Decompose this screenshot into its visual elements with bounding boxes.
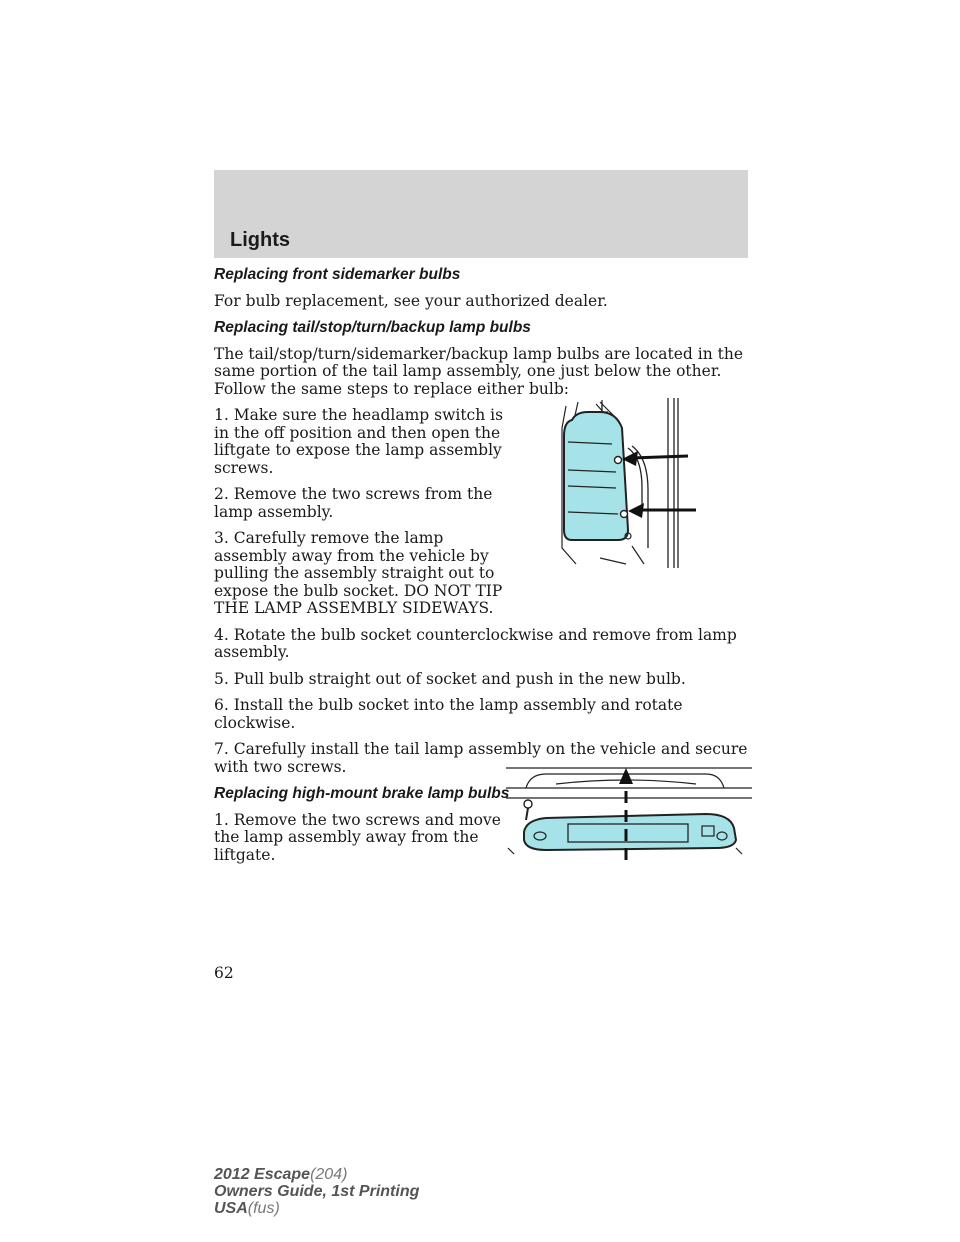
footer-line-printing xyxy=(214,1183,419,1200)
tail-step-7: 7. Carefully install the tail lamp assembly on the vehicle and secure with two screws. xyxy=(214,740,748,776)
lower-arrow-icon xyxy=(628,503,696,518)
section-title: Lights xyxy=(230,229,290,251)
footer-line-model xyxy=(214,1166,419,1183)
footer-model: 2012 Escape xyxy=(214,1166,311,1183)
tail-step-1: 1. Make sure the headlamp switch is in the off position and then open the liftgate to expose the lamp assembly screws. xyxy=(214,406,504,477)
tail-step-3: 3. Carefully remove the lamp assembly away from the vehicle by pulling the assembly straight out to expose the bulb socket. DO NOT TIP THE LAMP ASSEMBLY SIDEWAYS. xyxy=(214,529,503,617)
footer-line-market xyxy=(214,1200,419,1217)
tail-lamp-intro: The tail/stop/turn/sidemarker/backup lamp bulbs are located in the same portion of the tail lamp assembly, one just below the other. Follow the same steps to replace either bulb: xyxy=(214,344,744,398)
footer-market: USA xyxy=(214,1200,248,1217)
tail-lamp-illustration xyxy=(556,398,706,568)
print-footer xyxy=(214,1166,419,1217)
upper-screw-icon xyxy=(615,457,622,464)
page-number: 62 xyxy=(214,964,234,982)
front-sidemarker-body: For bulb replacement, see your authorized dealer. xyxy=(214,291,608,310)
high-mount-lamp-illustration xyxy=(506,762,752,862)
footer-model-code: (204) xyxy=(310,1166,348,1183)
tail-step-4: 4. Rotate the bulb socket counterclockwise and remove from lamp assembly. xyxy=(214,625,737,661)
heading-front-sidemarker: Replacing front sidemarker bulbs xyxy=(214,266,461,283)
footer-printing: Owners Guide, 1st Printing xyxy=(214,1183,420,1200)
heading-high-mount: Replacing high-mount brake lamp bulbs xyxy=(214,785,510,802)
footer-market-code: (fus) xyxy=(247,1200,280,1217)
lower-screw-icon xyxy=(621,511,628,518)
section-header-band xyxy=(214,170,748,258)
heading-tail-lamp: Replacing tail/stop/turn/backup lamp bulbs xyxy=(214,319,531,336)
high-mount-step-1: 1. Remove the two screws and move the lamp assembly away from the liftgate. xyxy=(214,810,501,864)
tail-step-2: 2. Remove the two screws from the lamp assembly. xyxy=(214,485,493,521)
screw-icon xyxy=(524,800,532,820)
tail-step-6: 6. Install the bulb socket into the lamp assembly and rotate clockwise. xyxy=(214,696,683,732)
tail-step-5: 5. Pull bulb straight out of socket and push in the new bulb. xyxy=(214,669,686,688)
